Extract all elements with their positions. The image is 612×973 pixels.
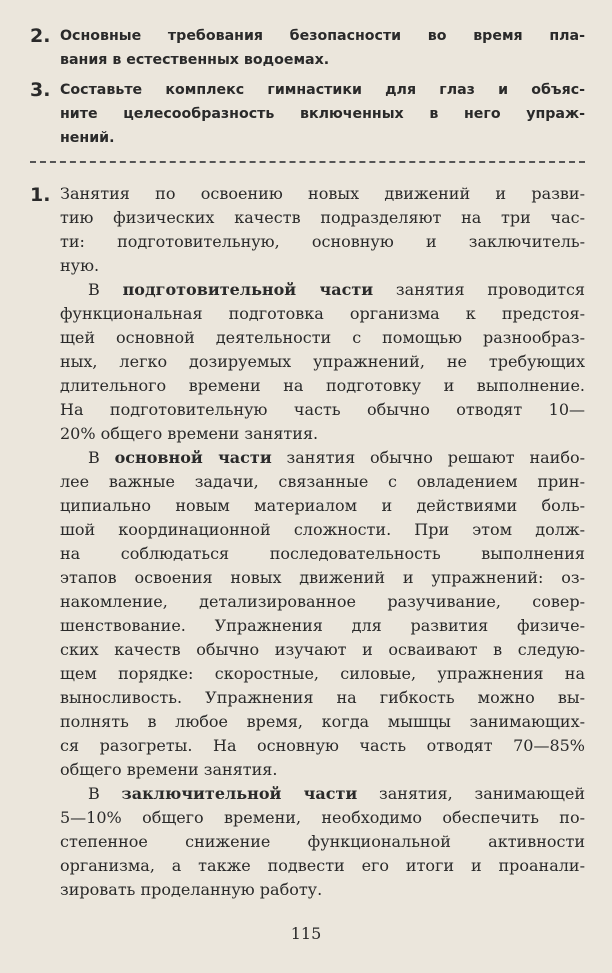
text-line: В основной части занятия обычно решают наибо- <box>88 448 586 467</box>
paragraph-final <box>60 782 585 902</box>
text-line: В подготовительной части занятия проводится <box>88 280 585 299</box>
answer-number: 1. <box>30 184 51 206</box>
text-line: зировать проделанную работу. <box>60 880 323 899</box>
text-line: ся разогреты. На основную часть отводят 70—85% <box>60 736 585 755</box>
text-line: ципиально новым материалом и действиями боль- <box>60 496 585 515</box>
paragraph-main <box>60 446 585 782</box>
text-line: щем порядке: скоростные, силовые, упражнения на <box>60 664 585 683</box>
text-line: шой координационной сложности. При этом долж- <box>60 520 585 539</box>
text-line: шенствование. Упражнения для развития физиче- <box>60 616 585 635</box>
text-line: Занятия по освоению новых движений и разви- <box>60 184 585 203</box>
text-line: ти: подготовительную, основную и заключитель- <box>60 232 585 251</box>
text-line: общего времени занятия. <box>60 760 278 779</box>
question-2 <box>30 24 585 72</box>
text-line: накомление, детализированное разучивание, совер- <box>60 592 585 611</box>
question-number: 2. <box>30 25 51 47</box>
text-line: 5—10% общего времени, необходимо обеспечить по- <box>60 808 585 827</box>
text-line: щей основной деятельности с помощью разнообраз- <box>60 328 585 347</box>
text-line: ните целесообразность включенных в него упраж- <box>60 106 585 122</box>
text-line: лее важные задачи, связанные с овладением прин- <box>60 472 585 491</box>
bold-term: подготовительной части <box>122 280 374 299</box>
text-line: нений. <box>60 130 115 146</box>
text-line: ских качеств обычно изучают и осваивают в следую- <box>60 640 585 659</box>
text-line: функциональная подготовка организма к предстоя- <box>60 304 585 323</box>
text-line: вания в естественных водоемах. <box>60 52 330 68</box>
text-line: На подготовительную часть обычно отводят 10— <box>60 400 585 419</box>
question-text <box>60 24 585 72</box>
text-line: на соблюдаться последовательность выполнения <box>60 544 585 563</box>
text-line: полнять в любое время, когда мышцы занимающих- <box>60 712 585 731</box>
text-line: 20% общего времени занятия. <box>60 424 319 443</box>
text-line: этапов освоения новых движений и упражнений: оз- <box>60 568 585 587</box>
dashed-separator <box>30 161 585 163</box>
text-line: В заключительной части занятия, занимающей <box>88 784 585 803</box>
question-text <box>60 78 585 150</box>
answer-1 <box>30 182 585 902</box>
text-line: ную. <box>60 256 100 275</box>
text-line: Основные требования безопасности во время пла- <box>60 28 585 44</box>
paragraph-intro <box>60 182 585 278</box>
question-number: 3. <box>30 79 51 101</box>
text-line: тию физических качеств подразделяют на три час- <box>60 208 585 227</box>
page-number: 115 <box>290 924 322 943</box>
paragraph-preparatory <box>60 278 585 446</box>
text-line: выносливость. Упражнения на гибкость можно вы- <box>60 688 585 707</box>
bold-term: заключительной части <box>121 784 358 803</box>
text-line: организма, а также подвести его итоги и проанали- <box>60 856 585 875</box>
bold-term: основной части <box>114 448 272 467</box>
text-line: степенное снижение функциональной активности <box>60 832 585 851</box>
question-3 <box>30 78 585 150</box>
text-line: ных, легко дозируемых упражнений, не требующих <box>60 352 585 371</box>
text-line: длительного времени на подготовку и выполнение. <box>60 376 585 395</box>
text-line: Составьте комплекс гимнастики для глаз и объяс- <box>60 82 585 98</box>
answer-body <box>60 182 585 902</box>
